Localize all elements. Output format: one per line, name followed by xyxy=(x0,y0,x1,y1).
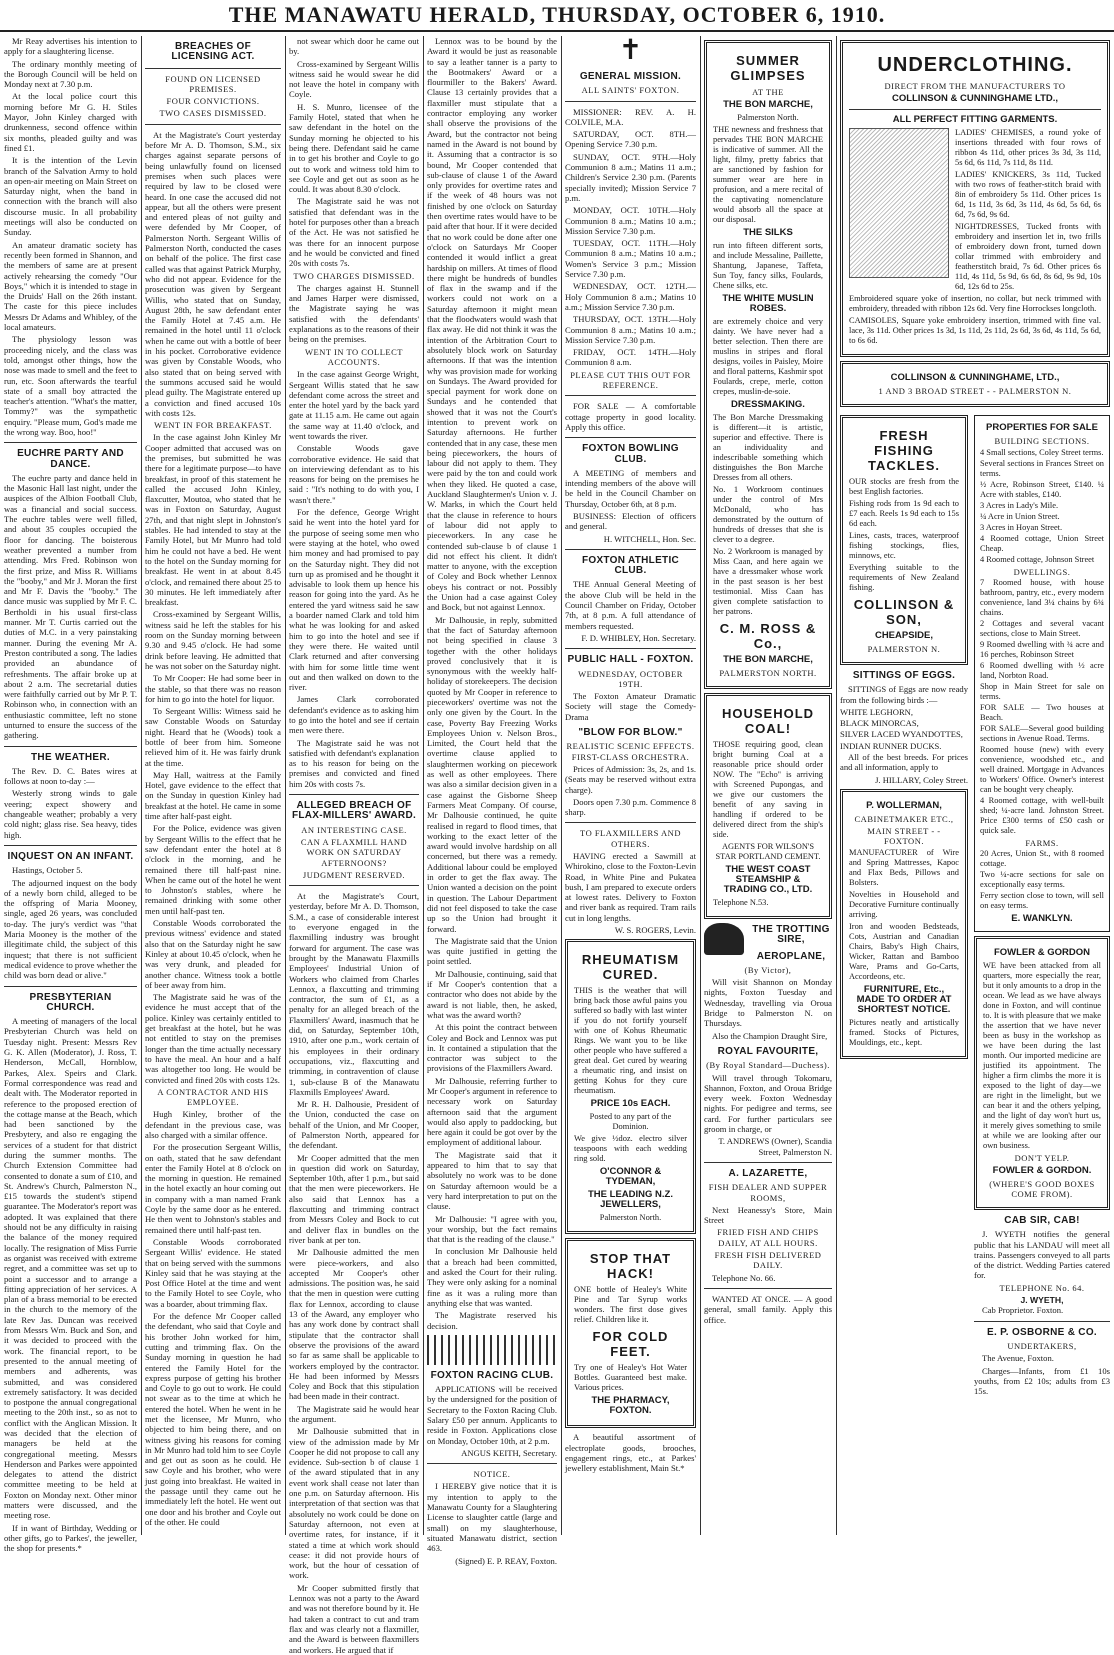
property-item: ½ Acre, Robinson Street, £140. ¼ Acre with stables, £140. xyxy=(980,480,1104,499)
ad-text: The Bon Marche Dressmaking is different—it is artistic, superior and effective. There is an individuality and indescribable something which distinguishes the Bon Marche Dresses from all others. xyxy=(713,413,823,482)
column-rule xyxy=(423,36,424,1535)
news-paragraph: The euchre party and dance held in the Masonic Hall last night, under the auspices of the Albion Football Club, was a financial and social success. The euchre tables were well filled, and about 35 couples occupied the floor for dancing. The boisterous weather prevented a number from attending. Mrs Fred. Robinson won the first prize, and Miss R. Williams the "booby," and Mr J. Moran the first and Mr F. Davis the "booby." The dance music was supplied by Mr F. C. Bertholdi in his usual first-class manner. Mr T. Curtis carried out the duties of M.C. in a very painstaking manner. During the evening Mr A. Preston contributed a song. The ladies provided an abundance of refreshments. The affair broke up at about 2 a.m. The secretarial duties were faithfully carried out by Mr P. T. Robinson who, in connection with an enthusiastic committee, left no stone unturned to ensure the success of the gathering. xyxy=(4,472,137,741)
divider xyxy=(565,549,696,550)
ad-text: J. WYETH notifies the general public that his LANDAU will meet all trains. Passengers conveyed to all parts of the district. Wedding Parties catered for. xyxy=(974,1229,1110,1281)
divider xyxy=(565,822,696,823)
column-3 xyxy=(289,36,419,1655)
fowler-gordon-ad xyxy=(974,936,1110,1210)
news-paragraph: The adjourned inquest on the body of a newly born child, alleged to be the offspring of Maria Mooney, single, aged 26 years, was concluded to-day. The jury's verdict was "that Maria Mooney is the mother of the illegitimate child, the subject of this inquest; that there is not sufficient medical evidence to prove whether the child was born dead or alive." xyxy=(4,877,137,981)
news-paragraph: The charges against H. Stunnell and James Harper were dismissed, the Magistrate saying he was satisfied with the defendants' explanations as to the reasons of their being on the premises. xyxy=(289,282,419,345)
ad-text: Novelties in Household and Decorative Furniture continually arriving. xyxy=(849,889,959,919)
subheading: FOUND ON LICENSED PREMISES. xyxy=(165,73,261,94)
play-title: "BLOW FOR BLOW." xyxy=(578,727,683,739)
ad-heading: A. LAZARETTE, xyxy=(728,1167,808,1179)
ad-heading: STOP THAT HACK! xyxy=(589,1251,672,1282)
ad-text: THOSE requiring good, clean bright burning Coal at a reasonable price should order NOW. The "Echo" is arriving with Screened Pupongas, and we give our customers the benefit of any saving in handling if ordered to be delivered direct from the ship's side. xyxy=(713,740,823,839)
subheading: DRESSMAKING. xyxy=(731,399,805,410)
divider xyxy=(565,101,696,102)
news-paragraph: Constable Woods corroborated the previous witness' evidence and stated also that on the Saturday night he saw Kinley at about 10.45 o'clock, when he was very drunk, and pleaded for another chance. Witness took a bottle of beer away from him. xyxy=(145,918,281,990)
column-2 xyxy=(145,36,281,1535)
ad-text: Also the Champion Draught Sire, xyxy=(712,1030,828,1041)
property-item: FOR SALE—Several good building sections in Avenue Road. Terms. xyxy=(980,724,1104,743)
column-rule xyxy=(561,36,562,1535)
ad-heading: SITTINGS OF EGGS. xyxy=(852,670,956,681)
price-label: PRICE 10s EACH. xyxy=(590,1098,671,1110)
divider xyxy=(565,437,696,438)
subheading: REALISTIC SCENIC EFFECTS. FIRST-CLASS ORCHESTRA. xyxy=(566,741,695,762)
news-paragraph: Cross-examined by Sergeant Willis, witness said he left the stables for his room on the Sunday morning between 9.30 and 9.45 o'clock. He had some drink before leaving. He admitted that he was not sober on the Saturday night. xyxy=(145,609,281,671)
divider xyxy=(849,109,1101,110)
news-paragraph: At the Magistrate's Court yesterday before Mr A. D. Thomson, S.M., six charges against separate persons of being unlawfully found on licensed premises when such places were required by law to be closed were heard. In one case the accused did not appear, but all the others were present and entered pleas of not guilty and were defended by Mr Cooper, of Palmerston North. Sergeant Willis of Palmerston North, conducted the cases on behalf of the police. The first case called was that against Patrick Murphy, who did not appear. Evidence for the prosecution was given by Sergeant Willis, who stated that on Sunday, August 28th, he saw defendant enter the Family Hotel at 7.45 a.m. He remained in the hotel until 11 o'clock when he came out with a bottle of beer in his pocket. Corroborative evidence was given by Constable Woods, who also stated that on being served with the summons accused said he would plead guilty. The Magistrate entered up a conviction and fined accused 10s with costs 12s. xyxy=(145,129,281,418)
news-paragraph: For the defence, George Wright said he went into the hotel yard for the purpose of seeing some men who were staying at the hotel, who owed him money and had promised to pay on the Saturday night. They did not turn up as promised and he thought it advisable to look them up hence his reason for going into the yard. As he entered the yard witness said he saw a boarder named Clark and told him what he was looking for and asked him to go into the hotel and see if they were there. He waited until Clark returned and after conversing with him for some little time went out and then walked on down to the river. xyxy=(289,507,419,693)
article-heading: THE WEATHER. xyxy=(31,751,110,763)
news-paragraph: The physiology lesson was proceeding nicely, and the class was told, amongst other things, how the nose was made to smell and the feet to run, etc. Soon afterwards the tearful state of a small boy attracted the teacher's attention. "What's the matter, Tommy?" was the sympathetic enquiry. "Please mum, God's made me the wrong way. Boo, hoo!" xyxy=(4,334,137,437)
column-rule xyxy=(285,36,286,1535)
col7-left xyxy=(840,411,968,1398)
ad-signature: J. HILLARY, Coley Street. xyxy=(875,774,968,785)
divider xyxy=(4,986,137,987)
column-6 xyxy=(704,36,832,1535)
ad-text: The Foxton Amateur Dramatic Society will stage the Comedy-Drama xyxy=(565,691,696,722)
ad-signature: W. S. ROGERS, Levin. xyxy=(614,925,696,936)
breed-item: WHITE LEGHORN, xyxy=(840,706,914,717)
subheading: WEDNESDAY, OCTOBER 19TH. xyxy=(578,668,683,689)
news-paragraph: May Hall, waitress at the Family Hotel, gave evidence to the effect that on the Sunday in question Kinley had breakfast at the hotel. He came in some time after half-past eight. xyxy=(145,769,281,822)
ad-heading: P. WOLLERMAN, xyxy=(866,799,942,811)
ad-text: WE have been attacked from all quarters, more especially the rear, but it only amounts to a drop in the ocean. We lead as we have always done in Foxton, and will continue to. It is with pleasure that we make the assertion that we have never been as busy in the workshop as we have been during the last month. Our imported medicine are justified its appointment. The higher a firm climbs the more it is exposed to the light of day—we are right in the limelight, but we can bear it and the others yelping, and the light of day won't hurt us, it merely gives something to smile at while we are looking after our own business. xyxy=(983,961,1101,1150)
lady-illustration xyxy=(849,128,949,278)
subheading: CABINETMAKER ETC., xyxy=(854,813,954,824)
news-paragraph: Mr Dalhousie, in reply, submitted that the fact of Saturday afternoon not being specified in clause 3 together with the other holidays proved conclusively that it is synonymous with the weekly half-holiday of storekeepers. The decision quoted by Mr Cooper in reference to pieceworkers' overtime was not the only one given by the Court. In the case, Poverty Bay Freezing Works Employees Union v. Nelson Bros., Limited, the Court held that the overtime clause applied to slaughtermen working on piecework as well as other employees. There was also a similar decision given in a case against the Gisborne Sheep Farmers Meat Company. Of course, Mr Dalhousie continued, he quite realised in regard to flood times, that working to the exact letter of the award would involve hardship on all concerned, but there was a remedy. Additional labour could be employed in order to get the flax away. The Union wanted a decision on the point in question. The Labour Department did not feel disposed to take the case up so the Union had brought it forward. xyxy=(427,614,557,934)
news-paragraph: A meeting of managers of the local Presbyterian Church was held on Tuesday night. Present: Messrs Rev G. K. Allen (Moderator), J. Ross, T. Henderson, McCall, Hornblow, Parkes, Alex. Speirs and Clark. Formal correspondence was read and dealt with. The Moderator reported in reference to the proposed erection of the cottage manse at the Beach, which had been sanctioned by the Presbytery, and also re engaging the services of a student for that district during the summer months. The Church Extension Committee had consented to donate a sum of £10, and St. Andrew's Church, Palmerston N., £15 towards the student's stipend guarantee. The Moderator's report was adopted. It was explained that there should not be any difficulty in raising the balance of the money required locally. The resignation of Miss Furrie as organist was received with extreme regret, and a committee was set up to point a successor and to arrange a fitting appreciation of her services. A plan of a brass memorial to be erected in the church to the memory of the late Rev Jas. Duncan was received from Messrs Wm. Buck and Son, and it was decided to proceed with the work. The financial report, to be presented to the annual meeting of members and adherents, was submitted, and was considered extremely satisfactory. It was decided to postpone the annual congregational meeting to the 20th inst., so as not to conflict with the Anglican Mission. It was decided that the election of managers be held at the congregational meeting. Messrs Henderson and Parkes were appointed delegates to attend the district committee meeting to be held at Foxton on Monday next. Other minor matters were discussed, and the meeting rose. xyxy=(4,1016,137,1521)
subheading: DON'T YELP. xyxy=(1014,1153,1070,1163)
ad-text: WANTED AT ONCE. — A good general, small family. Apply this office. xyxy=(704,1293,832,1325)
ad-text: run into fifteen different sorts, and include Messaline, Paillette, Shantung, Japanese, Taffeta, Sun Toy, fancy silks, Foulards, Chene silks, etc. xyxy=(713,241,823,290)
article-heading: BREACHES OF LICENSING ACT. xyxy=(171,41,255,63)
ad-heading: FOR COLD FEET. xyxy=(592,1329,669,1360)
ad-heading: RHEUMATISM CURED. xyxy=(581,952,680,983)
ad-text: APPLICATIONS will be received by the undersigned for the position of Secretary to the Foxton Racing Club. Salary £50 per annum. Applicants to reside in Foxton. Applications close on Monday, October 10th, at 2 p.m. xyxy=(427,1384,557,1446)
service-item: WEDNESDAY, OCT. 12TH.—Holy Communion 8 a.m.; Matins 10 a.m.; Mission Service 7.30 p.m. xyxy=(565,281,696,312)
property-item: 4 Roomed cottage, Johnson Street xyxy=(980,555,1095,564)
subheading: AT THE xyxy=(752,87,784,97)
property-item: 2 Cottages and several vacant sections, close to Main Street. xyxy=(980,619,1104,638)
ad-text: PALMERSTON NORTH. xyxy=(719,668,817,678)
subheading: WENT IN FOR BREAKFAST. xyxy=(154,420,272,431)
divider xyxy=(145,68,281,69)
ad-text: Try one of Healey's Hot Water Bottles. Guaranteed best make. Various prices. xyxy=(574,1363,687,1393)
breed-list xyxy=(840,707,968,751)
news-paragraph: If in want of Birthday, Wedding or other gifts, go to Parkes', the jeweller, the shop for presents.* xyxy=(4,1522,137,1554)
divider xyxy=(289,794,419,795)
ad-text: Everything suitable to the requirements of New Zealand fishing. xyxy=(849,563,959,592)
ad-text: Palmerston North. xyxy=(737,113,799,122)
fishing-tackle-ad xyxy=(840,415,968,665)
article-heading: EUCHRE PARTY AND DANCE. xyxy=(17,448,124,470)
news-paragraph: not swear which door he came out by. xyxy=(289,36,419,57)
ad-heading: FOXTON RACING CLUB. xyxy=(430,1369,554,1381)
ad-text: are extremely choice and very dainty. We have never had a better selection. Then there are muslins in stripes and floral designs, voiles in Paisley, Moire and floral patterns, Kashmir spot Foulards, crepe, merle, cotton crepes, muslin-de-soie. xyxy=(713,317,824,396)
news-paragraph: For the Police, evidence was given by Sergeant Willis to the effect that he saw defendant enter the hotel at 8 o'clock in the morning, and he remained there till half-past nine. When he came out of the hotel he went to Johnston's stables, where he remained drinking with some other men until half-past ten. xyxy=(145,823,281,916)
masthead-title: THE MANAWATU HERALD, THURSDAY, OCTOBER 6, 1910. xyxy=(228,2,886,27)
ad-text: 1 AND 3 BROAD STREET - - PALMERSTON N. xyxy=(878,386,1072,396)
divider xyxy=(4,442,137,443)
property-item: FOR SALE — Two houses at Beach. xyxy=(980,703,1104,722)
ad-text: AGENTS FOR WILSON'S STAR PORTLAND CEMENT. xyxy=(715,842,821,861)
collinson-cunninghame-ad xyxy=(840,361,1110,407)
divider xyxy=(565,648,696,649)
ad-text: Will travel through Tokomaru, Shannon, Foxton, and Oroua Bridge every week. Foxton Wednesday nights. For pedigree and terms, see card. For further particulars see groom in charge, or xyxy=(704,1072,832,1135)
service-item: MONDAY, OCT. 10TH.—Holy Communion 8 a.m.; Matins 10 a.m.; Mission Service 7.30 p.m. xyxy=(565,205,696,236)
subheading: TWO CHARGES DISMISSED. xyxy=(293,270,415,281)
property-item: Several sections in Frances Street on terms. xyxy=(980,459,1104,478)
coal-ad xyxy=(704,693,832,919)
news-paragraph: Cross-examined by Sergeant Willis witness said he would swear he did not leave the hotel in company with Coyle. xyxy=(289,58,419,100)
property-list xyxy=(980,448,1104,911)
ad-text: Iron and wooden Bedsteads, Cots, Austrian and Canadian Chairs, Baby's High Chairs, Wicker, Rattan and Bamboo Ware, Prams and Go-Carts, Accordeons, etc. xyxy=(849,921,959,981)
ad-text: No. 1 Workroom continues under the control of Mrs McDonald, who has demonstrated by the outturn of hundreds of dresses that she is clever to a degree. xyxy=(713,485,823,544)
ad-text: Embroidered square yoke of insertion, no collar, but neck trimmed with embroidery, threaded with ribbon 12s 6d. Very fine Horrockses longcloth. xyxy=(849,294,1101,313)
ad-text: Doors open 7.30 p.m. Commence 8 sharp. xyxy=(565,796,696,818)
property-item: Ferry section close to town, will sell on easy terms. xyxy=(980,891,1104,910)
ad-text: A beautiful assortment of electroplate goods, brooches, engagement rings, etc., at Parkes' jewellery establishment, Main St.* xyxy=(565,1432,696,1474)
property-item: 20 Acres, Union St., with 8 roomed cottage. xyxy=(980,849,1104,868)
bon-marche-ad xyxy=(704,40,832,689)
subheading: DWELLINGS. xyxy=(1013,567,1071,577)
property-item: Roomed house (new) with every convenience, woodshed etc., and well drained. Mortgage in Advances to Workers' Office. Owner's interest can be bought very cheaply. xyxy=(980,745,1104,794)
ad-text: FOR SALE — A comfortable cottage property in good locality. Apply this office. xyxy=(565,401,696,432)
dateline: Hastings, October 5. xyxy=(12,865,83,876)
ad-text: All of the best breeds. For prices and all information, apply to xyxy=(840,752,968,773)
racing-illustration xyxy=(427,1335,557,1365)
ad-signature: H. WITCHELL, Hon. Sec. xyxy=(603,533,696,544)
news-paragraph: To Sergeant Willis: Witness said he saw Constable Woods on Saturday night. Heard that he (Woods) took a bottle of beer from him. Someone relieved him of it. He was fairly drunk at the time. xyxy=(145,706,281,768)
ad-text: Lines, casts, traces, waterproof fishing stockings, flies, minnows, etc. xyxy=(849,531,959,560)
article-heading: PRESBYTERIAN CHURCH. xyxy=(29,991,112,1013)
company-name: THE WEST COAST STEAMSHIP & TRADING CO., LTD. xyxy=(723,864,813,895)
news-paragraph: Hugh Kinley, brother of the defendant in the previous case, was also charged with a similar offence. xyxy=(145,1109,281,1140)
news-paragraph: Mr Dalhousie admitted the men were piece-workers, and also accepted Mr Cooper's other admissions. The position was, he said that the men in question were cutting flax for Lennox, according to clause 13 of the Award, any employer who has any work done by contract shall stipulate that the contractor shall observe the provisions of the award so far as same shall be applicable to workers employed by the contractor. He had been informed by Messrs Coley and Bock that this stipulation had been made in their contract. xyxy=(289,1247,419,1402)
ad-text: HAVING erected a Sawmill at Whirokino, close to the Foxton-Levin Road, in White Pine and Pukatea bush, I am prepared to execute orders at lowest rates. Delivery to Foxton and river bank as required. Tram rails cut in long lengths. xyxy=(565,851,696,923)
ad-text: THIS is the weather that will bring back those awful pains you suffered so badly with last winter if you do not fortify yourself with one of Kohus Rheumatic Rings. We want you to be like other people who have suffered a great deal. Get cured by wearing a rheumatic ring, and insist on getting Kohus for they cure rheumatism. xyxy=(574,986,687,1096)
divider xyxy=(704,1162,832,1163)
subheading: FARMS. xyxy=(1025,838,1059,848)
ad-heading: PUBLIC HALL - FOXTON. xyxy=(567,654,694,666)
subheading: UNDERTAKERS, xyxy=(1007,1340,1077,1351)
column-5 xyxy=(565,36,696,1535)
ad-text: The Avenue, Foxton. xyxy=(982,1353,1054,1364)
ad-signature: F. D. WHIBLEY, Hon. Secretary. xyxy=(581,632,696,643)
subheading: PLEASE CUT THIS OUT FOR REFERENCE. xyxy=(570,369,691,391)
subheading: FRESH FISH DELIVERED DAILY. xyxy=(714,1250,822,1271)
news-paragraph: The Magistrate reserved his decision. xyxy=(427,1310,557,1331)
ad-heading: UNDERCLOTHING. xyxy=(877,54,1073,76)
news-paragraph: The ordinary monthly meeting of the Borough Council will be held on Monday next at 7.30 p.m. xyxy=(4,58,137,90)
ad-text: SITTINGS of Eggs are now ready from the following birds :— xyxy=(840,684,968,705)
ad-heading: CAB SIR, CAB! xyxy=(1004,1215,1080,1226)
underclothing-body xyxy=(849,128,1101,294)
subheading: CAN A FLAXMILL HAND WORK ON SATURDAY AFTERNOONS? xyxy=(300,836,408,868)
news-paragraph: Mr Dalhousie: "I agree with you, your worship, but the fact remains that that is the reading of the clause." xyxy=(427,1213,557,1245)
breed-item: BLACK MINORCAS, xyxy=(840,718,919,729)
ad-text: THE Annual General Meeting of the above Club will be held in the Council Chamber on Friday, October 7th, at 8 p.m. A full attendance of members requested. xyxy=(565,579,696,631)
column-1 xyxy=(4,36,137,1554)
news-paragraph: Mr Reay advertises his intention to apply for a slaughtering license. xyxy=(4,36,137,57)
service-item: SATURDAY, OCT. 8TH.—Opening Service 7.30 p.m. xyxy=(565,129,696,150)
subheading: FURNITURE, Etc., MADE TO ORDER AT SHORTEST NOTICE. xyxy=(856,983,952,1015)
horse-icon xyxy=(704,923,744,955)
news-paragraph: At this point the contract between Coley and Bock and Lennox was put in. It contained a stipulation that the contractor was subject to the provisions of the Flaxmillers Award. xyxy=(427,1022,557,1074)
breed-item: SILVER LACED WYANDOTTES, xyxy=(840,729,963,740)
ad-text: (WHERE'S GOOD BOXES COME FROM). xyxy=(989,1179,1095,1199)
ad-signature: (Signed) E. P. REAY, Foxton. xyxy=(455,1555,557,1566)
news-paragraph: Mr Cooper admitted that the men in question did work on Saturday, September 10th, after 1 p.m., but said that the men were pieceworkers. He also said that Lennox has a flaxcutting and trimming contract from Messrs Coley and Bock to cut and deliver flax in bundles on the river bank at per ton. xyxy=(289,1152,419,1245)
ad-heading: O'CONNOR & TYDEMAN, xyxy=(599,1166,662,1188)
news-paragraph: It is the intention of the Levin branch of the Salvation Army to hold an open-air meeting on Main Street on Saturday night, when the band in connection with the branch will also discourse music. In all probability meetings will also be conducted on Sunday. xyxy=(4,155,137,238)
ad-text: Palmerston North. xyxy=(599,1213,662,1223)
breed-item: INDIAN RUNNER DUCKS. xyxy=(840,740,942,751)
news-paragraph: Lennox was to be bound by the Award it would be just as reasonable to say a leather tanner is a party to the Bootmakers' Award or a flourmiller to the Bakers' Award. Clause 13 certainly provides that a flaxmiller must stipulate that a contractor employing any worker shall observe the provisions of the Award, but the contractor not being named in the Award is not bound by it. Assuming that a contractor is so bound, Mr Cooper contended that sub-clause of clause 1 of the Award only provides for overtime rates and if the week of 48 hours was not finished by one o'clock on Saturday then overtime rates would have to be paid after that hour. If it were decided that no work could be done after one o'clock on Saturdays Mr Cooper contended it would inflict a great hardship on millers. At times of flood there might be hundreds of bundles of flax in the swamp and if the workers could not work on a Saturday afternoon it might mean that the floodwaters would wash that flax away. He did not think it was the intention of the Arbitration Court to absolutely block work on Saturday afternoons. If that was the intention why was provision made for working on Sundays. The Award provided for special payment for work done on Sundays and he contended that showed that it was not the Court's intention to prevent work on Saturday afternoons. He further contended that in any case, these men being pieceworkers, the hours of labour did not apply to them. They were paid by the ton and could work when they liked. He quoted a case, Auckland Slaughtermen's Union v. J. W. Marks, in which the Court held that the clause in reference to hours of labour did not apply to pieceworkers. In any case he contended sub-clause b of clause 1 did not effect his client. It didn't matter to anyone, with the exception of Coley and Bock whether Lennox obeys his contract or not. Possibly the Union had a case against Coley and Bock, but not against Lennox. xyxy=(427,36,557,613)
cross-icon: ✝ xyxy=(618,35,643,66)
ad-heading: FOXTON ATHLETIC CLUB. xyxy=(581,554,680,577)
divider xyxy=(704,1288,832,1289)
ad-text: LADIES' KNICKERS, 3s 11d, Tucked with two rows of feather-stitch braid with 8in of embroidery 5s 11d. Other prices 1s 6d, 1s 11d, 3s 6d, 3s 11d, 4s 6d, 5s 6d, 6s 6d, 7s 6d, 9s 6d. xyxy=(955,170,1101,219)
subheading: ALL PERFECT FITTING GARMENTS. xyxy=(892,114,1058,125)
property-item: 4 Roomed cottage, with well-built shed; ¼-acre land. Johnston Street. Price £300 terms of £50 cash or quick sale. xyxy=(980,796,1104,835)
ad-heading: SUMMER GLIMPSES xyxy=(730,53,806,83)
ad-heading: COLLINSON & SON, xyxy=(853,597,955,627)
ad-text: ONE bottle of Healey's White Pine and Tar Syrup works wonders. The first dose gives relief. Children like it. xyxy=(574,1285,687,1325)
subheading: WENT IN TO COLLECT ACCOUNTS. xyxy=(304,346,403,367)
divider xyxy=(4,845,137,846)
ad-heading: FRESH FISHING TACKLES. xyxy=(867,428,941,473)
masthead xyxy=(0,0,1114,32)
ad-text: Cab Proprietor. Foxton. xyxy=(982,1305,1064,1316)
ad-heading: GENERAL MISSION. xyxy=(579,71,682,82)
property-item: 6 Roomed dwelling with ½ acre land, Norbton Road. xyxy=(980,661,1104,680)
news-paragraph: At the Magistrate's Court, yesterday, before Mr A. D. Thomson, S.M., a case of considerable interest to everyone engaged in the flaxmilling industry was brought forward for argument. The case was brought by the Manawatu Flaxmills Employees' Industrial Union of Workers who claimed from Charles Lennox, a flaxcutting and trimming contractor, the sum of £1, as a penalty for an alleged breach of the Flaxmillers' Award, inasmuch that he did, on Saturday, September 10th, 1910, after one p.m., work certain of his employees in their ordinary occupations, viz., flaxcutting and trimming, in contravention of clause 1, sub-clause B of the Manawatu Flaxmills Employees' Award. xyxy=(289,891,419,1097)
ad-text: Telephone N.53. xyxy=(713,898,769,907)
subheading: (By Royal Standard—Duchess). xyxy=(706,1060,830,1071)
horse-name: AEROPLANE, xyxy=(756,950,826,962)
news-paragraph: Mr Dalhousie, referring further to Mr Cooper's argument in reference to necessary work on Saturday afternoon said that the argument would also apply to paddocking, but here again it could be got over by the employment of additional labour. xyxy=(427,1075,557,1148)
underclothing-ad xyxy=(840,40,1110,357)
column-7 xyxy=(840,36,1110,1535)
column-rule xyxy=(836,36,837,1535)
divider xyxy=(565,395,696,396)
subheading: JUDGMENT RESERVED. xyxy=(302,869,406,880)
property-item: Two ¼-acre sections for sale on exceptionally easy terms. xyxy=(980,870,1104,889)
ad-heading: E. P. OSBORNE & CO. xyxy=(987,1326,1097,1338)
subheading: FOUR CONVICTIONS. xyxy=(166,96,260,107)
divider xyxy=(427,1463,557,1464)
news-paragraph: The Magistrate said that the Union was quite justified in getting the point settled. xyxy=(427,935,557,967)
subheading: ALL SAINTS' FOXTON. xyxy=(581,85,680,96)
subheading: FRIED FISH AND CHIPS DAILY, AT ALL HOURS. xyxy=(717,1227,819,1248)
news-paragraph: At the local police court this morning before Mr G. H. Stiles Mayor, John Kinley charged with drunkenness, second offence within six months, pleaded guilty and was fined £1. xyxy=(4,91,137,153)
ad-text: MISSIONER: REV. A. H. COLVILE, M.A. xyxy=(565,106,696,127)
ad-heading: FOWLER & GORDON xyxy=(993,947,1091,958)
divider xyxy=(974,1321,1110,1322)
column-4 xyxy=(427,36,557,1566)
ad-text: PALMERSTON N. xyxy=(867,644,941,654)
ad-text: NIGHTDRESSES, Tucked fronts with embroidery and insertion let in, two frills of embroidery down front, turned down collar trimmed with embroidery and featherstitch braid, 7s 6d. Other prices 6s 11d, 4s 11d, 5s 9d, 6s 6d, 8s 6d, 9s 9d, 10s 6d, 12s 6d to 25s. xyxy=(955,222,1101,291)
news-paragraph: To Mr Cooper: He had some beer in the stable, so that there was no reason for him to go into the hotel for liquor. xyxy=(145,673,281,704)
company-name: COLLINSON & CUNNINGHAME, LTD., xyxy=(890,372,1060,383)
news-paragraph: An amateur dramatic society has recently been formed in Shannon, and the members of same are at present actively rehearsing the comedy "Our Boys," which it is intended to stage in the Druids' Hall on the 26th instant. The caste for this piece includes Messrs Dr Adams and Whibley, of the local amateurs. xyxy=(4,239,137,333)
news-paragraph: The Magistrate said that it appeared to him that to say that absolutely no work was to be done on Saturday afternoon would be a very hard interpretation to put on the clause. xyxy=(427,1149,557,1212)
ad-heading: TO FLAXMILLERS AND OTHERS. xyxy=(580,828,681,849)
subheading: TWO CASES DISMISSED. xyxy=(159,108,267,119)
news-paragraph: Constable Woods corroborated Sergeant Willis' evidence. He stated that on being served with the summons Kinley said that he was staying at the Post Office Hotel at the time and went to the Family Hotel to see Coyle, who was a boarder, about trimming flax. xyxy=(145,1236,281,1309)
news-paragraph: Mr Cooper submitted firstly that Lennox was not a party to the Award and was not therefore bound by it. He had taken a contract to cut and tram flax and was clearly not a flaxmiller, and the Award is between flaxmillers and workers. He argued that if xyxy=(289,1582,419,1655)
subheading: THE SILKS xyxy=(743,227,793,238)
ad-text: Prices of Admission: 3s, 2s, and 1s. (Seats may be reserved without extra charge). xyxy=(565,763,696,795)
ad-signature: E. WANKLYN. xyxy=(1011,913,1073,924)
divider xyxy=(289,885,419,886)
ad-heading: THE TROTTING SIRE, xyxy=(752,924,830,946)
properties-ad xyxy=(974,415,1110,932)
property-item: 9 Roomed dwelling with ¾ acre and 16 perches, Robinson Street xyxy=(980,640,1104,659)
ad-text: CAMISOLES, Square yoke embroidery insertion, trimmed with fine val. lace, 3s 11d. Other prices 1s 3d, 1s 11d, 2s 11d, 2s 6d, 3s 6d, 4s 11d, 5s 6d, to 6s 6d. xyxy=(849,316,1101,345)
divider xyxy=(145,124,281,125)
news-paragraph: Westerly strong winds to gale veering; expect showery and changeable weather; probably a very cold night; glass rise. Sea heavy, tides high. xyxy=(4,788,137,840)
news-paragraph: In conclusion Mr Dalhousie held that a breach had been committed, and asked the Court for their ruling. They were only asking for a nominal fine as it was a ruling more than anything else that was wanted. xyxy=(427,1246,557,1308)
news-paragraph: Constable Woods gave corroborative evidence. He said that on interviewing defendant as to his reasons for being on the premises he said : "It's nothing to do with you, I wasn't there." xyxy=(289,443,419,505)
property-item: 7 Roomed house, with house bathroom, pantry, etc., every modern convenience, land 3¼ chains by 6¾ chains. xyxy=(980,578,1104,617)
news-paragraph: The Magistrate said he was not satisfied that defendant was in the hotel for purposes other than a breach of the Act. He was not satisfied he was there for an innocent purpose and he would be convicted and fined 20s with costs 7s. xyxy=(289,196,419,269)
ad-heading: PROPERTIES FOR SALE xyxy=(986,422,1098,433)
ad-text: OUR stocks are fresh from the best English factories. xyxy=(849,477,959,496)
subheading: THE BON MARCHE, xyxy=(723,654,813,665)
ad-text: A MEETING of members and intending members of the above will be held in the Council Chamber on Thursday, October 6th, at 8 p.m. xyxy=(565,467,696,509)
divider xyxy=(4,746,137,747)
article-heading: INQUEST ON AN INFANT. xyxy=(7,850,134,862)
subheading: THE WHITE MUSLIN ROBES. xyxy=(722,293,814,314)
ad-heading: HOUSEHOLD COAL! xyxy=(721,706,815,736)
ad-text: MANUFACTURER of Wire and Spring Mattresses, Kapoc and Flax Beds, Pillows and Bolsters. xyxy=(849,847,959,887)
col7-right xyxy=(974,411,1110,1398)
wollerman-ad xyxy=(840,789,968,1059)
horse-name: ROYAL FAVOURITE, xyxy=(717,1045,819,1057)
pharmacy-ad xyxy=(565,1238,696,1428)
column-rule xyxy=(141,36,142,1535)
news-paragraph: The Rev. D. C. Bates wires at follows at noon to-day :— xyxy=(4,765,137,787)
column-rule xyxy=(700,36,701,1535)
news-paragraph: For the prosecution Sergeant Willis, on oath, stated that he saw defendant enter the Family Hotel at 8 o'clock on the morning in question. He remained in the hotel exactly an hour coming out in company with a man named Frank Coyle by the same door as he entered. He then went to Johnston's stables and remained there until half-past ten. xyxy=(145,1142,281,1235)
ad-text: MAIN STREET - - FOXTON. xyxy=(867,825,941,846)
ad-text: THE newness and freshness that pervades THE BON MARCHE is indicative of summer. All the light, filmy, pretty fabrics that are sanctioned by fashion for summer wear are here in profusion, and a mere recital of the captivating nomenclature would absorb all the space at our disposal. xyxy=(713,125,823,224)
ad-signature: J. WYETH, xyxy=(1020,1295,1064,1306)
subheading: THE LEADING N.Z. JEWELLERS, xyxy=(588,1189,673,1211)
subheading: CHEAPSIDE, xyxy=(874,630,934,641)
subheading: FISH DEALER AND SUPPER ROOMS, xyxy=(708,1182,828,1203)
ad-heading: C. M. ROSS & Co., xyxy=(719,621,817,651)
ad-text: Next Heanessy's Store, Main Street xyxy=(704,1204,832,1226)
news-paragraph: For the defence Mr Cooper called the defendant, who said that Coyle and his brother John worked for him, cutting and trimming flax. On the Sunday morning in question he had entered the Family Hotel for the express purpose of getting his brother and Coyle to go out to work. He could not swear as to the time at which he entered the hotel. When he went in he met the licensee, Mr Munro, who objected to him being there, and on witness giving his reasons for coming in Mr Munro had told him to see Coyle and get out as soon as he could. He saw Coyle and his brother, who were just going into breakfast. He waited in the passage until they came out he immediately left the hotel. He went out one door and his brother and Coyle out of the other. He could xyxy=(145,1311,281,1527)
news-paragraph: Mr R. H. Dalhousie, President of the Union, conducted the case on behalf of the Union, and Mr Cooper, of Palmerston North, appeared for the defendant. xyxy=(289,1099,419,1151)
news-paragraph: In the case against John Kinley Mr Cooper admitted that accused was on the premises, but submitted he was there for a legitimate purpose—to have breakfast, in proof of this statement he called the accused John Kinley, flaxcutter, Moutoa, who stated that he was in Foxton on Saturday, August 27th, and that night slept in Johnston's stables. He had intended to stay at the Family Hotel, but Mr Munro had told him he could not have a bed. He went to the hotel on the Sunday morning for breakfast. He went in at about 8.45 o'clock, and remained there about 25 to 30 minutes. He left immediately after breakfast. xyxy=(145,432,281,608)
service-item: TUESDAY, OCT. 11TH.—Holy Communion 8 a.m.; Matins 10 a.m.; Women's Service 3 p.m.; Mission Service 7.30 p.m. xyxy=(565,238,696,280)
property-item: 4 Roomed cottage, Union Street Cheap. xyxy=(980,534,1104,553)
ad-signature: FOWLER & GORDON. xyxy=(992,1165,1092,1176)
ad-text: LADIES' CHEMISES, a round yoke of insertions threaded with four rows of ribbon 4s 11d, other prices 3s 3d, 3s 11d, 5s 6d, 6s 11d, 7s 11d, 8s 11d. xyxy=(955,128,1101,167)
ad-text: We give ½doz. electro silver teaspoons with each wedding ring sold. xyxy=(574,1134,687,1164)
ad-text: Pictures neatly and artistically framed. Stocks of Pictures, Mouldings, etc., kept. xyxy=(849,1017,959,1047)
news-paragraph: Mr Dalhousie, continuing, said that if Mr Cooper's contention that a contractor who does not abide by the award is not liable, then, he asked, what was the award worth? xyxy=(427,968,557,1020)
subheading: A CONTRACTOR AND HIS EMPLOYEE. xyxy=(157,1086,269,1108)
article-heading: ALLEGED BREACH OF FLAX-MILLERS' AWARD. xyxy=(291,800,417,822)
subheading: DIRECT FROM THE MANUFACTURERS TO xyxy=(884,81,1066,91)
ad-text: BUSINESS: Election of officers and general. xyxy=(565,510,696,532)
ad-heading: FOXTON BOWLING CLUB. xyxy=(582,443,679,465)
ad-text: Telephone No. 66. xyxy=(712,1272,776,1283)
service-item: THURSDAY, OCT. 13TH.—Holy Communion 8 a.m.; Matins 10 a.m.; Mission Service 7.30 p.m. xyxy=(565,314,696,345)
property-item: ¼ Acre in Union Street. xyxy=(980,512,1060,521)
news-paragraph: H. S. Munro, licensee of the Family Hotel, stated that when he saw defendant in the hotel on the Sunday morning he objected to his being there. Defendant said he came in to get his brother and Coyle to go out to work and witness told him to see Coyle and get out as soon as he could. It was about 8.30 o'clock. xyxy=(289,101,419,195)
news-paragraph: Mr Dalhousie submitted that in view of the admission made by Mr Cooper he did not propose to call any evidence. Sub-section b of clause 1 of the award stipulated that in any event work shall cease not later than one p.m. on Saturday afternoon. His interpretation of that section was that absolutely no work could be done on Saturday afternoon, not even at overtime rates, for instance, if it stated a time at which work should cease: it did not provide hours of work, but the hour of cessation of work. xyxy=(289,1426,419,1581)
subheading: TELEPHONE No. 64. xyxy=(999,1282,1085,1293)
news-paragraph: In the case against George Wright, Sergeant Willis stated that he saw defendant come across the street and enter the hotel yard by the back yard gate at 11.15 a.m. He came out again the same way at 11.40 o'clock, and went towards the river. xyxy=(289,369,419,441)
store-name: THE BON MARCHE, xyxy=(723,99,813,110)
property-item: 3 Acres in Hoyan Street. xyxy=(980,523,1063,532)
rheumatism-ad xyxy=(565,939,696,1234)
subheading: BUILDING SECTIONS. xyxy=(994,436,1090,446)
news-paragraph: The Magistrate said he would hear the argument. xyxy=(289,1403,419,1424)
news-paragraph: James Clark corroborated defendant's evidence as to asking him to go into the hotel and see if certain men were there. xyxy=(289,694,419,736)
subheading: (By Victor), xyxy=(744,964,792,975)
property-item: Shop in Main Street for sale on terms. xyxy=(980,682,1104,701)
news-paragraph: The Magistrate said he was not satisfied with defendant's explanation as to his reason for being on the premises and convicted and fined him 20s with costs 7s. xyxy=(289,737,419,789)
subheading: AN INTERESTING CASE. xyxy=(301,824,407,835)
ad-text: No. 2 Workroom is managed by Miss Caan, and here again we have a dressmaker whose work in the past season is her best testimonial. Miss Caan has given complete satisfaction to her patrons. xyxy=(713,547,823,616)
ad-text: Posted to any part of the Dominion. xyxy=(589,1112,672,1132)
property-item: 3 Acres in Lady's Mile. xyxy=(980,501,1059,510)
ad-signature: THE PHARMACY, FOXTON. xyxy=(591,1395,670,1417)
property-item: 4 Small sections, Coley Street terms. xyxy=(980,448,1104,457)
news-paragraph: The Magistrate said he was of the evidence he must accept that of the police. Kinley was certainly entitled to get breakfast at the hotel, but he was not entitled to stay on the premises longer than the time actually necessary to have the meal. An hour and a half was altogether too long. He would be convicted and fined 20s with costs 12s. xyxy=(145,992,281,1085)
ad-signature: ANGUS KEITH, Secretary. xyxy=(461,1447,557,1458)
ad-text: Charges—Infants, from £1 10s youths, from £2 10s; adults from £3 15s. xyxy=(974,1365,1110,1397)
ad-heading: NOTICE. xyxy=(473,1469,511,1480)
ad-text: Fishing rods from 1s 9d each to £7 each. Reels 1s 9d each to 15s 6d each. xyxy=(849,499,959,528)
ad-text: Will visit Shannon on Monday nights, Foxton Tuesday and Wednesday, travelling via Oroua Bridge to Palmerston N. on Thursdays. xyxy=(704,977,832,1029)
service-item: FRIDAY, OCT. 14TH.—Holy Communion 8 a.m. xyxy=(565,347,696,368)
company-name: COLLINSON & CUNNINGHAME LTD., xyxy=(891,93,1059,104)
col7-lower xyxy=(840,411,1110,1398)
service-item: SUNDAY, OCT. 9TH.—Holy Communion 8 a.m.; Matins 11 a.m.; Children's Service 2.30 p.m. (Parents specially invited); Mission Service 7 p.m. xyxy=(565,151,696,203)
ad-text: I HEREBY give notice that it is my intention to apply to the Manawatu County for a Slaughtering License to slaughter cattle (large and small) on my slaughterhouse, situated Manawatu district, section 463. xyxy=(427,1481,557,1554)
ad-signature: T. ANDREWS (Owner), Scandia Street, Palmerston N. xyxy=(718,1136,832,1157)
